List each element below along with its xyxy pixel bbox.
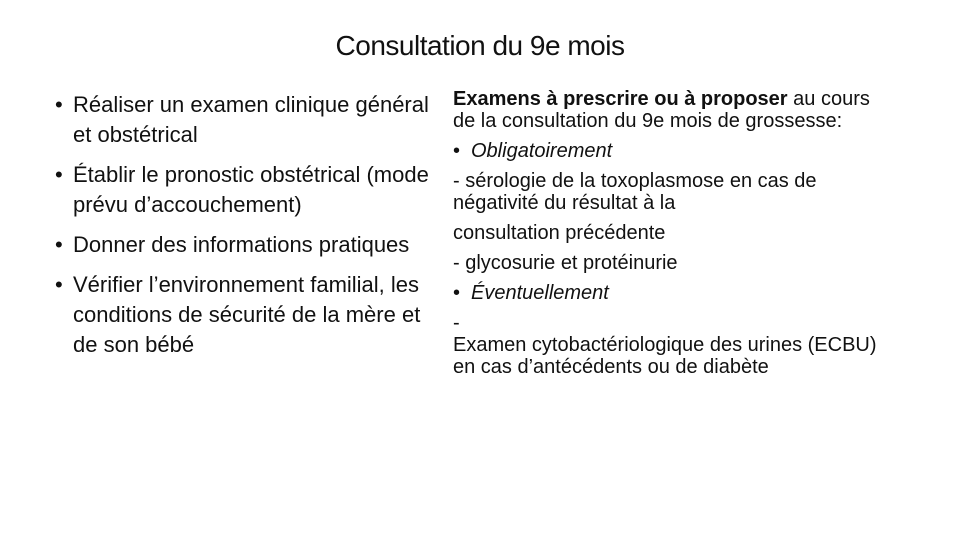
- exam-intro-bold: Examens à prescrire ou à proposer: [453, 88, 788, 110]
- exam-intro-rest: au cours de la consultation du 9e mois de grossesse:: [453, 88, 870, 132]
- list-item: [55, 90, 430, 150]
- list-item-text: Donner des informations pratiques: [73, 232, 410, 257]
- mandatory-item-1: - sérologie de la toxoplasmose en cas de négativité du résultat à la: [453, 170, 817, 214]
- optional-item-1: Examen cytobactériologique des urines (ECBU) en cas d’antécédents ou de diabète: [453, 334, 877, 378]
- list-item: [55, 270, 430, 360]
- mandatory-item-2: - glycosurie et protéinurie: [453, 252, 678, 274]
- list-item-text: Établir le pronostic obstétrical (mode prévu d’accouchement): [73, 162, 429, 217]
- bullet-icon: •: [55, 272, 63, 297]
- bullet-icon: •: [453, 140, 461, 162]
- optional-heading: [453, 282, 893, 304]
- mandatory-heading: [453, 140, 893, 162]
- slide-title: Consultation du 9e mois: [335, 30, 625, 61]
- exam-list: [453, 88, 893, 378]
- list-item-text: Vérifier l’environnement familial, les conditions de sécurité de la mère et de son bébé: [73, 272, 421, 357]
- bullet-icon: •: [453, 282, 461, 304]
- bullet-icon: •: [55, 232, 63, 257]
- mandatory-label: Obligatoirement: [471, 140, 613, 162]
- optional-label: Éventuellement: [471, 282, 609, 304]
- bullet-icon: •: [55, 162, 63, 187]
- list-item: [55, 160, 430, 220]
- list-item-text: Réaliser un examen clinique général et obstétrical: [73, 92, 429, 147]
- bullet-icon: •: [55, 92, 63, 117]
- list-item: [55, 230, 430, 260]
- optional-dash: -: [453, 312, 460, 334]
- exam-intro: [453, 88, 893, 132]
- mandatory-item-1-cont: consultation précédente: [453, 222, 666, 244]
- left-bullet-list: [55, 90, 430, 370]
